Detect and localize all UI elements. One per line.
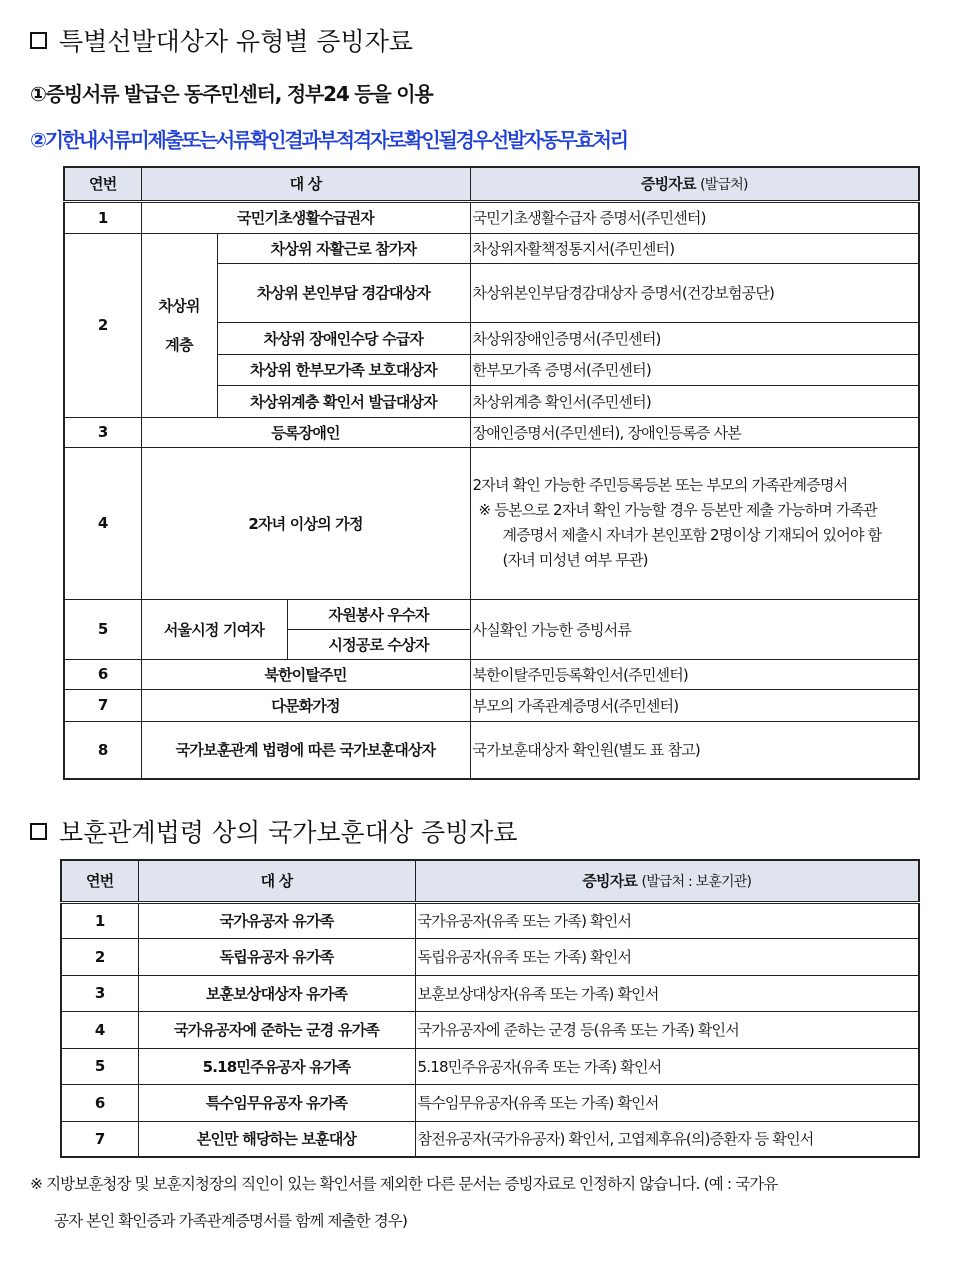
row-target: 본인만 해당하는 보훈대상	[138, 1121, 415, 1157]
row-sub-target: 자원봉사 우수자	[287, 599, 470, 629]
row-doc: 차상위본인부담경감대상자 증명서(건강보험공단)	[470, 263, 919, 322]
footnote	[30, 1166, 930, 1240]
section2-title	[30, 813, 518, 849]
footnote-line1: ※ 지방보훈청장 및 보훈지청장의 직인이 있는 확인서를 제외한 다른 문서는 증빙자료로 인정하지 않습니다. (예 : 국가유	[30, 1175, 778, 1193]
row-no: 3	[61, 975, 138, 1011]
row-doc: 차상위장애인증명서(주민센터)	[470, 322, 919, 354]
row-target: 다문화가정	[141, 689, 470, 721]
row-doc: 독립유공자(유족 또는 가족) 확인서	[415, 938, 919, 975]
table-row	[61, 902, 919, 938]
row-target: 2자녀 이상의 가정	[141, 447, 470, 599]
row-sub-target: 차상위계층 확인서 발급대상자	[217, 385, 470, 417]
table-row	[61, 975, 919, 1011]
row-doc: 5.18민주유공자(유족 또는 가족) 확인서	[415, 1048, 919, 1084]
section1-title-text: 특별선발대상자 유형별 증빙자료	[59, 27, 413, 56]
table-row	[61, 1048, 919, 1084]
row-doc: 국가유공자(유족 또는 가족) 확인서	[415, 902, 919, 938]
row-doc: 2자녀 확인 가능한 주민등록등본 또는 부모의 가족관계증명서 ※ 등본으로 2자녀 확인 가능할 경우 등본만 제출 가능하며 가족관 계증명서 제출시 자녀가 본인포함 2명이상 기재되어 있어야 함 (자녀 미성년 여부 무관)	[470, 447, 919, 599]
note-issue-location: ①증빙서류 발급은 동주민센터, 정부24 등을 이용	[30, 82, 433, 106]
row-doc: 차상위자활책정통지서(주민센터)	[470, 233, 919, 263]
table-row	[61, 1011, 919, 1048]
row-no: 6	[61, 1084, 138, 1121]
row-no: 4	[61, 1011, 138, 1048]
header-target: 대 상	[138, 860, 415, 902]
table-header-row	[64, 167, 919, 201]
row-target: 국민기초생활수급권자	[141, 201, 470, 233]
row-no: 2	[64, 233, 141, 417]
header-no: 연번	[64, 167, 141, 201]
row-doc: 북한이탈주민등록확인서(주민센터)	[470, 659, 919, 689]
table-row	[64, 599, 919, 629]
row-no: 2	[61, 938, 138, 975]
row-sub-target: 시정공로 수상자	[287, 629, 470, 659]
row-group: 서울시정 기여자	[141, 599, 287, 659]
row-doc: 국가보훈대상자 확인원(별도 표 참고)	[470, 721, 919, 779]
checkbox-square-icon	[30, 32, 47, 49]
row-sub-target: 차상위 장애인수당 수급자	[217, 322, 470, 354]
row-doc: 특수임무유공자(유족 또는 가족) 확인서	[415, 1084, 919, 1121]
row-no: 3	[64, 417, 141, 447]
special-selection-table	[63, 166, 920, 780]
header-doc: 증빙자료 (발급처)	[470, 167, 919, 201]
table-row	[64, 447, 919, 599]
section2-title-text: 보훈관계법령 상의 국가보훈대상 증빙자료	[59, 818, 518, 847]
row-no: 4	[64, 447, 141, 599]
header-no: 연번	[61, 860, 138, 902]
header-target: 대 상	[141, 167, 470, 201]
row-no: 5	[61, 1048, 138, 1084]
row-sub-target: 차상위 본인부담 경감대상자	[217, 263, 470, 322]
table-header-row	[61, 860, 919, 902]
row-target: 보훈보상대상자 유가족	[138, 975, 415, 1011]
checkbox-square-icon	[30, 823, 47, 840]
row-target: 국가유공자에 준하는 군경 유가족	[138, 1011, 415, 1048]
row-sub-target: 차상위 한부모가족 보호대상자	[217, 354, 470, 385]
row-doc: 참전유공자(국가유공자) 확인서, 고엽제후유(의)증환자 등 확인서	[415, 1121, 919, 1157]
row-no: 6	[64, 659, 141, 689]
row-target: 특수임무유공자 유가족	[138, 1084, 415, 1121]
row-target: 북한이탈주민	[141, 659, 470, 689]
row-target: 국가유공자 유가족	[138, 902, 415, 938]
row-target: 국가보훈관계 법령에 따른 국가보훈대상자	[141, 721, 470, 779]
row-sub-target: 차상위 자활근로 참가자	[217, 233, 470, 263]
table-row	[61, 1084, 919, 1121]
row-group: 차상위 계층	[141, 233, 217, 417]
table-row	[64, 659, 919, 689]
row-target: 5.18민주유공자 유가족	[138, 1048, 415, 1084]
table-row	[64, 721, 919, 779]
row-target: 독립유공자 유가족	[138, 938, 415, 975]
row-no: 1	[61, 902, 138, 938]
table-row	[61, 1121, 919, 1157]
row-no: 1	[64, 201, 141, 233]
row-no: 5	[64, 599, 141, 659]
row-doc: 차상위계층 확인서(주민센터)	[470, 385, 919, 417]
row-no: 7	[61, 1121, 138, 1157]
footnote-line2: 공자 본인 확인증과 가족관계증명서를 함께 제출한 경우)	[54, 1212, 407, 1230]
row-doc: 국민기초생활수급자 증명서(주민센터)	[470, 201, 919, 233]
header-doc: 증빙자료 (발급처 : 보훈기관)	[415, 860, 919, 902]
row-no: 8	[64, 721, 141, 779]
row-target: 등록장애인	[141, 417, 470, 447]
row-doc: 장애인증명서(주민센터), 장애인등록증 사본	[470, 417, 919, 447]
row-doc: 국가유공자에 준하는 군경 등(유족 또는 가족) 확인서	[415, 1011, 919, 1048]
table-row	[64, 233, 919, 263]
note-invalidation-warning: ②기한내서류미제출또는서류확인결과부적격자로확인될경우선발자동무효처리	[30, 128, 627, 152]
row-doc: 보훈보상대상자(유족 또는 가족) 확인서	[415, 975, 919, 1011]
row-no: 7	[64, 689, 141, 721]
row-doc: 사실확인 가능한 증빙서류	[470, 599, 919, 659]
row-doc: 부모의 가족관계증명서(주민센터)	[470, 689, 919, 721]
section1-title	[30, 22, 413, 58]
table-row	[64, 689, 919, 721]
veterans-table	[60, 859, 920, 1158]
table-row	[61, 938, 919, 975]
table-row	[64, 417, 919, 447]
row-doc: 한부모가족 증명서(주민센터)	[470, 354, 919, 385]
table-row	[64, 201, 919, 233]
